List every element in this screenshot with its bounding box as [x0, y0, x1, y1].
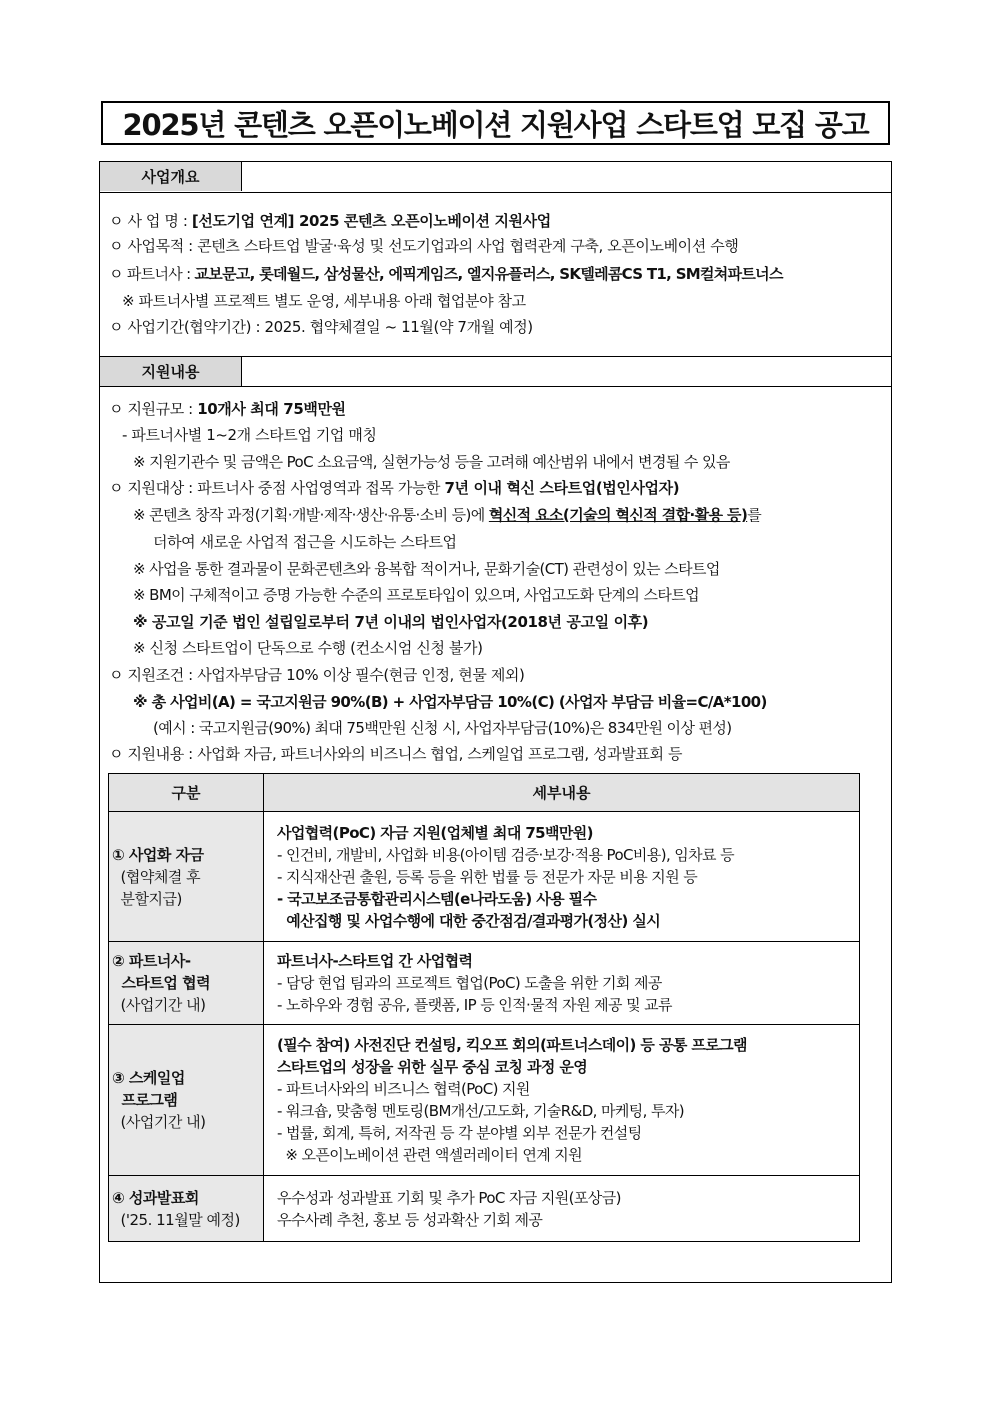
support-detail-table: [108, 773, 860, 1242]
detail-line: - 파트너사와의 비즈니스 협력(PoC) 지원: [277, 1080, 530, 1098]
target-note-1: ※ 콘텐츠 창작 과정(기획·개발·제작·생산·유통·소비 등)에 혁신적 요소(기술의 혁신적 결합·활용 등)를: [133, 506, 762, 524]
detail-line: - 노하우와 경험 공유, 플랫폼, IP 등 인적·물적 자원 제공 및 교류: [277, 996, 672, 1014]
category-line: ② 파트너사-: [112, 952, 191, 970]
row-detail-cell: [264, 942, 860, 1025]
category-line: (사업기간 내): [112, 996, 206, 1014]
category-line: 프로그램: [112, 1091, 178, 1109]
condition-line: ㅇ 지원조건 : 사업자부담금 10% 이상 필수(현금 인정, 현물 제외): [109, 666, 525, 684]
table-row: [109, 812, 860, 942]
section-header-support: [100, 356, 891, 387]
target-note-4: ※ 공고일 기준 법인 설립일로부터 7년 이내의 법인사업자(2018년 공고일 이후): [133, 613, 649, 631]
category-line: (협약체결 후: [112, 867, 201, 886]
condition-example: (예시 : 국고지원금(90%) 최대 75백만원 신청 시, 사업자부담금(10%)은 834만원 이상 편성): [153, 719, 732, 737]
row-category-cell: [109, 812, 264, 942]
detail-line: 우수성과 성과발표 기회 및 추가 PoC 자금 지원(포상금): [277, 1188, 621, 1207]
page-title-box: [101, 101, 890, 145]
scale-note: ※ 지원기관수 및 금액은 PoC 소요금액, 실현가능성 등을 고려해 예산범위 내에서 변경될 수 있음: [133, 453, 730, 471]
header-category: 구분: [109, 774, 264, 812]
detail-line: (필수 참여) 사전진단 컨설팅, 킥오프 회의(파트너스데이) 등 공통 프로그램: [277, 1036, 747, 1054]
target-value: 7년 이내 혁신 스타트업(법인사업자): [444, 479, 680, 497]
target-note-2: ※ 사업을 통한 결과물이 문화콘텐츠와 융복합 적이거나, 문화기술(CT) 관련성이 있는 스타트업: [133, 560, 720, 578]
table-row: [109, 1025, 860, 1176]
page-title: 2025년 콘텐츠 오픈이노베이션 지원사업 스타트업 모집 공고: [122, 107, 869, 142]
detail-line: - 워크숍, 맞춤형 멘토링(BM개선/고도화, 기술R&D, 마케팅, 투자): [277, 1102, 685, 1120]
scale-value: 10개사 최대 75백만원: [197, 400, 346, 418]
section-label-support: 지원내용: [100, 357, 242, 386]
target-note-1-cont: 더하여 새로운 사업적 접근을 시도하는 스타트업: [153, 533, 457, 551]
content-line: ㅇ 지원내용 : 사업화 자금, 파트너사와의 비즈니스 협업, 스케일업 프로그램, 성과발표회 등: [109, 745, 683, 763]
detail-line: 예산집행 및 사업수행에 대한 중간점검/결과평가(정산) 실시: [277, 911, 661, 930]
detail-line: - 국고보조금통합관리시스템(e나라도움) 사용 필수: [277, 889, 597, 908]
category-line: 스타트업 협력: [112, 974, 211, 992]
scale-line: ㅇ 지원규모 : 10개사 최대 75백만원: [109, 400, 346, 418]
row-category-cell: [109, 1176, 264, 1242]
category-line: ③ 스케일업: [112, 1069, 185, 1087]
category-line: ('25. 11월말 예정): [112, 1210, 240, 1229]
category-line: 분할지급): [112, 889, 182, 908]
detail-line: 파트너사-스타트업 간 사업협력: [277, 952, 473, 970]
section-label-overview: 사업개요: [100, 162, 242, 191]
detail-line: - 담당 현업 팀과의 프로젝트 협업(PoC) 도출을 위한 기회 제공: [277, 974, 662, 992]
partners-note: ※ 파트너사별 프로젝트 별도 운영, 세부내용 아래 협업분야 참고: [122, 292, 526, 310]
category-line: ④ 성과발표회: [112, 1188, 199, 1207]
section-header-overview: [100, 162, 891, 193]
purpose-line: ㅇ 사업목적 : 콘텐츠 스타트업 발굴·육성 및 선도기업과의 사업 협력관계 구축, 오픈이노베이션 수행: [109, 237, 739, 255]
detail-line: 스타트업의 성장을 위한 실무 중심 코칭 과정 운영: [277, 1058, 588, 1076]
project-name-value: [선도기업 연계] 2025 콘텐츠 오픈이노베이션 지원사업: [191, 212, 551, 230]
detail-line: - 법률, 회계, 특허, 저작권 등 각 분야별 외부 전문가 컨설팅: [277, 1124, 642, 1142]
header-details: 세부내용: [264, 774, 860, 812]
partners-line: ㅇ 파트너사 : 교보문고, 롯데월드, 삼성물산, 에픽게임즈, 엘지유플러스, SK텔레콤CS T1, SM컬쳐파트너스: [109, 265, 783, 283]
notice-body: [99, 161, 892, 1283]
project-name-line: ㅇ 사 업 명 : [선도기업 연계] 2025 콘텐츠 오픈이노베이션 지원사업: [109, 212, 551, 230]
row-category-cell: [109, 1025, 264, 1176]
partners-value: 교보문고, 롯데월드, 삼성물산, 에픽게임즈, 엘지유플러스, SK텔레콤CS T1, SM컬쳐파트너스: [194, 265, 783, 283]
detail-line: - 지식재산권 출원, 등록 등을 위한 법률 등 전문가 자문 비용 지원 등: [277, 867, 698, 886]
period-line: ㅇ 사업기간(협약기간) : 2025. 협약체결일 ~ 11월(약 7개월 예정): [109, 318, 533, 336]
scale-sub: - 파트너사별 1~2개 스타트업 기업 매칭: [122, 426, 377, 444]
table-header-row: [109, 774, 860, 812]
row-category-cell: [109, 942, 264, 1025]
table-row: [109, 942, 860, 1025]
detail-line: 사업협력(PoC) 자금 지원(업체별 최대 75백만원): [277, 823, 593, 842]
target-line: ㅇ 지원대상 : 파트너사 중점 사업영역과 접목 가능한 7년 이내 혁신 스타트업(법인사업자): [109, 479, 680, 497]
row-detail-cell: [264, 812, 860, 942]
innovation-element-emphasis: 혁신적 요소(기술의 혁신적 결합·활용 등): [488, 506, 748, 524]
target-note-5: ※ 신청 스타트업이 단독으로 수행 (컨소시엄 신청 불가): [133, 639, 483, 657]
detail-line: - 인건비, 개발비, 사업화 비용(아이템 검증·보강·적용 PoC비용), 임차료 등: [277, 845, 735, 864]
category-line: ① 사업화 자금: [112, 845, 204, 864]
detail-line: ※ 오픈이노베이션 관련 액셀러레이터 연계 지원: [277, 1146, 583, 1164]
target-note-3: ※ BM이 구체적이고 증명 가능한 수준의 프로토타입이 있으며, 사업고도화 단계의 스타트업: [133, 586, 700, 604]
detail-line: 우수사례 추천, 홍보 등 성과확산 기회 제공: [277, 1210, 543, 1229]
row-detail-cell: [264, 1176, 860, 1242]
category-line: (사업기간 내): [112, 1113, 206, 1131]
row-detail-cell: [264, 1025, 860, 1176]
condition-note: ※ 총 사업비(A) = 국고지원금 90%(B) + 사업자부담금 10%(C) (사업자 부담금 비율=C/A*100): [133, 693, 767, 711]
table-row: [109, 1176, 860, 1242]
